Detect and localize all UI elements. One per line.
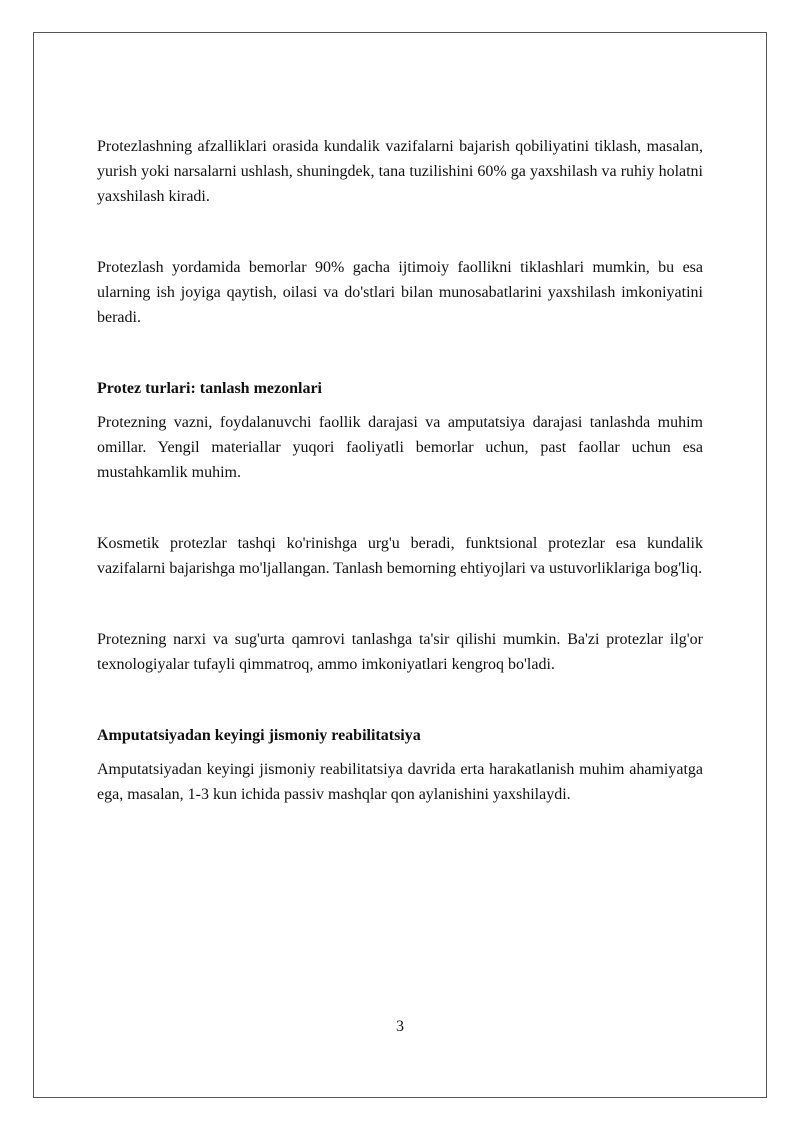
page-content (97, 134, 703, 807)
paragraph-early-mobilization: Amputatsiyadan keyingi jismoniy reabilitatsiya davrida erta harakatlanish muhim ahamiyatga ega, masalan, 1-3 kun ichida passiv mashqlar qon aylanishini yaxshilaydi. (97, 761, 703, 803)
paragraph-cosmetic-functional: Kosmetik protezlar tashqi ko'rinishga urg'u beradi, funktsional protezlar esa kundalik vazifalarni bajarishga mo'ljallangan. Tanlash bemorning ehtiyojlari va ustuvorliklariga bog'liq. (97, 535, 703, 577)
paragraph-selection-factors: Protezning vazni, foydalanuvchi faollik darajasi va amputatsiya darajasi tanlashda muhim omillar. Yengil materiallar yuqori faoliyatli bemorlar uchun, past faollar uchun esa mustahkamlik muhim. (97, 414, 703, 481)
paragraph-social-activity: Protezlash yordamida bemorlar 90% gacha ijtimoiy faollikni tiklashlari mumkin, bu esa ularning ish joyiga qaytish, oilasi va do'stlari bilan munosabatlarini yaxshilash imkoniyatini beradi. (97, 259, 703, 326)
section-heading-prosthesis-types: Protez turlari: tanlash mezonlari (97, 380, 322, 397)
paragraph-benefits: Protezlashning afzalliklari orasida kundalik vazifalarni bajarish qobiliyatini tiklash, masalan, yurish yoki narsalarni ushlash, shuningdek, tana tuzilishini 60% ga yaxshilash va ruhiy holatni yaxshilash kiradi. (97, 138, 703, 205)
page-number: 3 (396, 1018, 404, 1035)
section-heading-rehabilitation: Amputatsiyadan keyingi jismoniy reabilitatsiya (97, 727, 421, 744)
paragraph-price-insurance: Protezning narxi va sug'urta qamrovi tanlashga ta'sir qilishi mumkin. Ba'zi protezlar ilg'or texnologiyalar tufayli qimmatroq, ammo imkoniyatlari kengroq bo'ladi. (97, 631, 703, 673)
